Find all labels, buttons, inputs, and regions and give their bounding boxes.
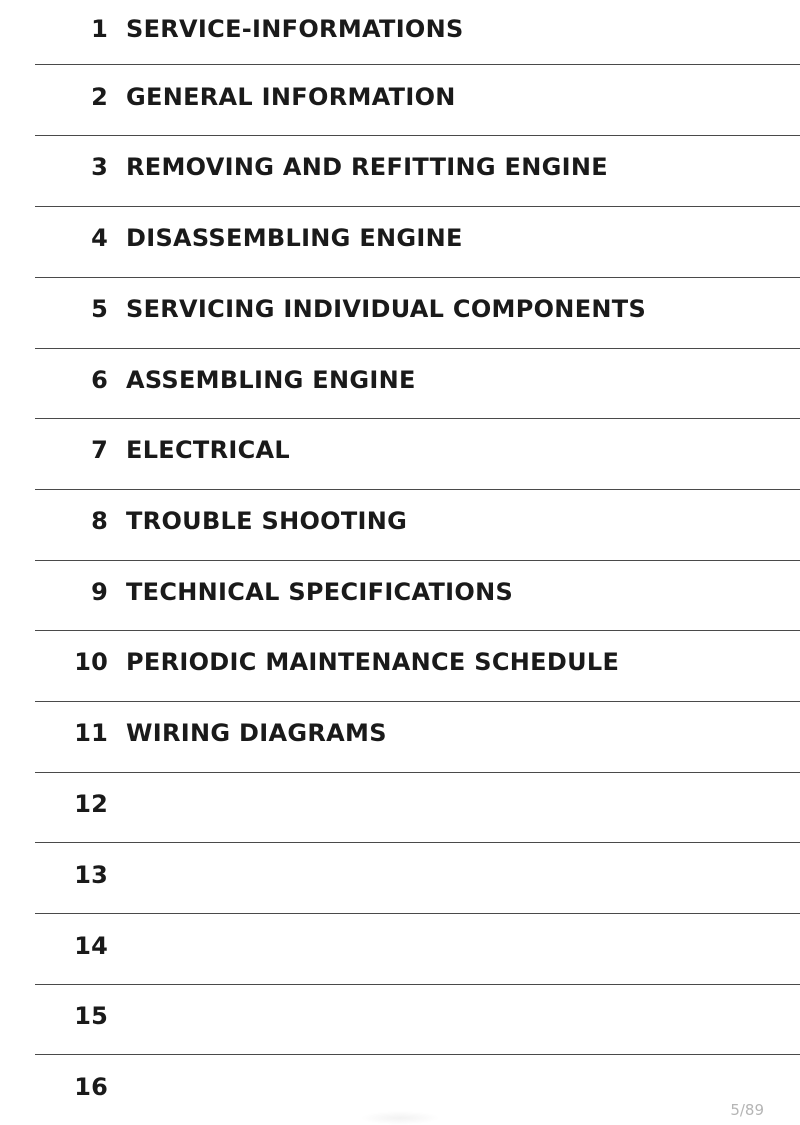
toc-entry-6[interactable] [0,345,800,415]
toc-entry-number: 11 [74,719,108,747]
toc-entry-number: 14 [74,932,108,960]
toc-entry-number: 16 [74,1073,108,1101]
toc-entry-title: GENERAL INFORMATION [126,83,456,111]
toc-entry-3[interactable] [0,132,800,202]
toc-entry-title: ELECTRICAL [126,436,290,464]
toc-entry-title: SERVICE-INFORMATIONS [126,15,464,43]
toc-entry-number: 13 [74,861,108,889]
toc-entry-4[interactable] [0,203,800,273]
toc-entry-number: 9 [91,578,108,606]
toc-entry-5[interactable] [0,274,800,344]
toc-entry-11[interactable] [0,698,800,768]
toc-entry-title: TECHNICAL SPECIFICATIONS [126,578,514,606]
toc-entry-14[interactable] [0,911,800,981]
toc-entry-1[interactable] [0,0,800,64]
toc-entry-number: 10 [74,648,108,676]
toc-entry-title: TROUBLE SHOOTING [126,507,408,535]
toc-entry-title: DISASSEMBLING ENGINE [126,224,463,252]
toc-entry-13[interactable] [0,840,800,910]
toc-entry-title: REMOVING AND REFITTING ENGINE [126,153,608,181]
toc-entry-number: 12 [74,790,108,818]
toc-entry-number: 8 [91,507,108,535]
toc-entry-title: PERIODIC MAINTENANCE SCHEDULE [126,648,620,676]
page-shadow [360,1111,440,1125]
toc-entry-number: 5 [91,295,108,323]
page-number: 5/89 [730,1101,764,1119]
toc-entry-number: 1 [91,15,108,43]
toc-entry-15[interactable] [0,981,800,1051]
toc-entry-title: SERVICING INDIVIDUAL COMPONENTS [126,295,647,323]
toc-entry-number: 3 [91,153,108,181]
toc-entry-title: WIRING DIAGRAMS [126,719,387,747]
toc-entry-10[interactable] [0,627,800,697]
toc-entry-number: 2 [91,83,108,111]
toc-entry-number: 15 [74,1002,108,1030]
toc-entry-number: 4 [91,224,108,252]
toc-entry-8[interactable] [0,486,800,556]
toc-entry-7[interactable] [0,415,800,485]
toc-entry-2[interactable] [0,62,800,132]
toc-entry-9[interactable] [0,557,800,627]
toc-entry-title: ASSEMBLING ENGINE [126,366,416,394]
toc-entry-12[interactable] [0,769,800,839]
toc-entry-number: 6 [91,366,108,394]
toc-entry-number: 7 [91,436,108,464]
